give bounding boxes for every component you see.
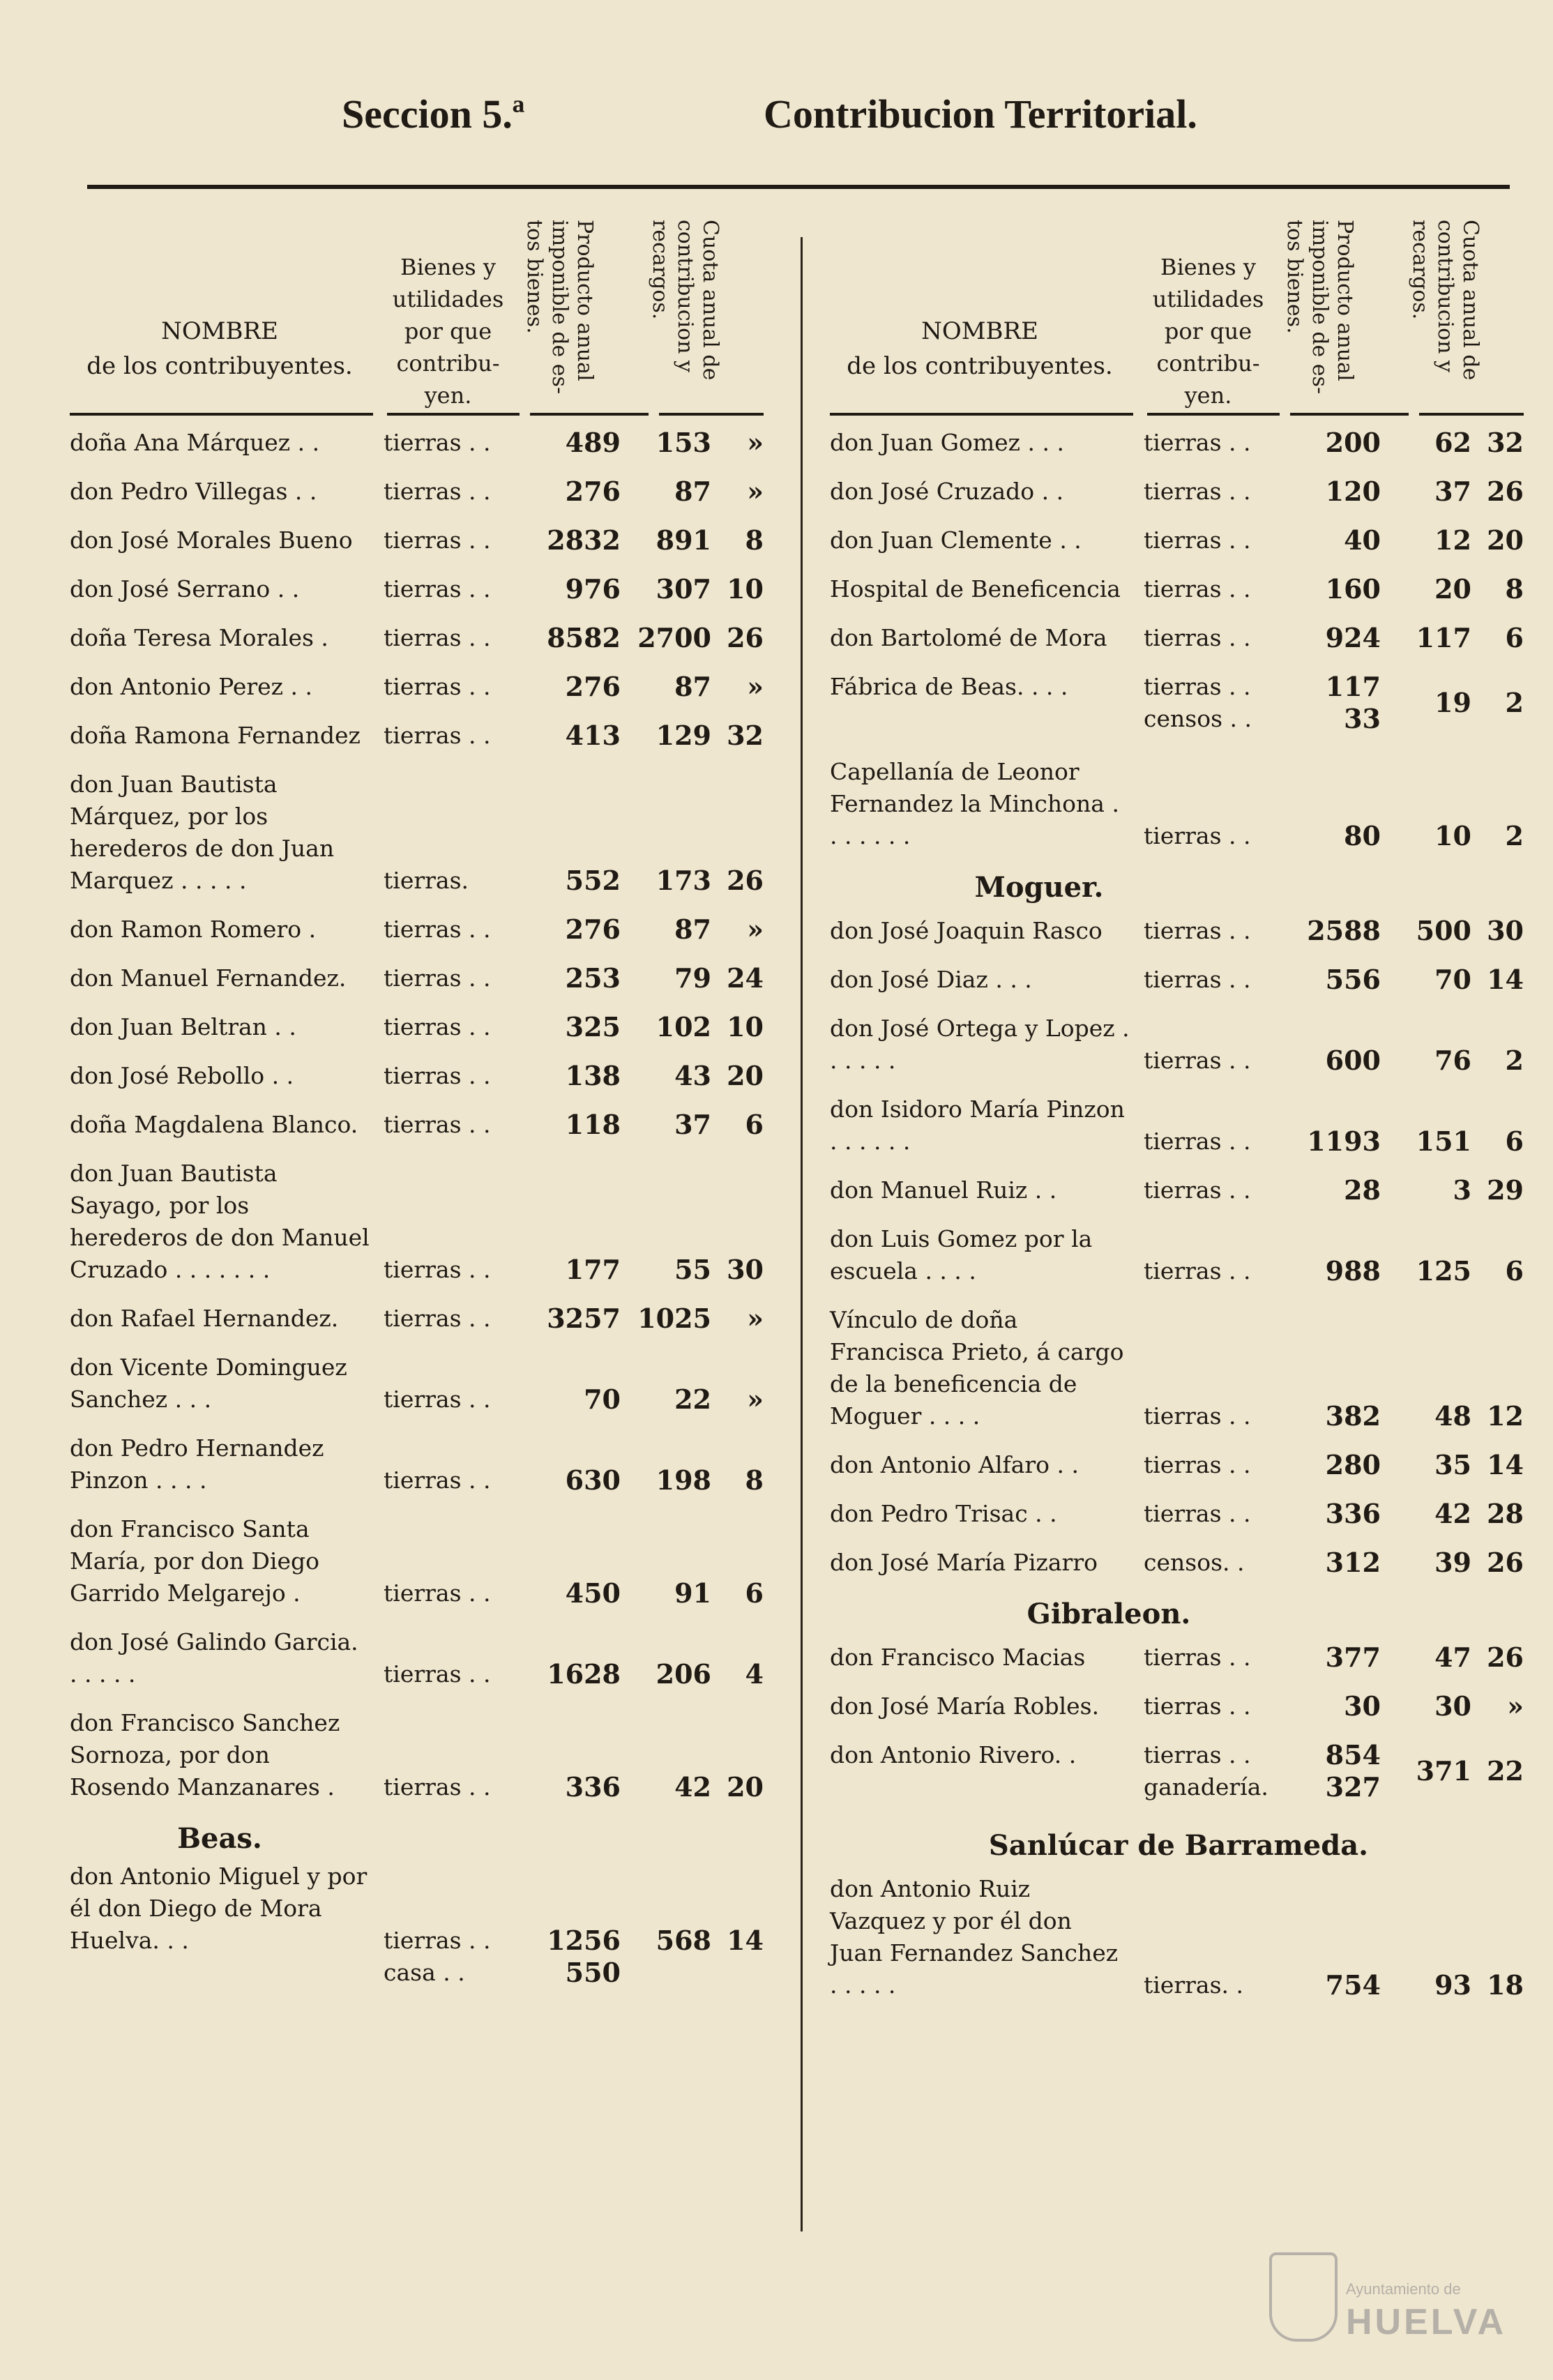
cuota-reales-cell: 39 (1434, 1547, 1471, 1578)
bienes-cell: tierras . . (1144, 917, 1251, 944)
table-row (830, 1642, 1527, 1674)
column-divider (801, 237, 803, 2231)
producto-cell: 1628 (547, 1658, 621, 1690)
producto-cell: 276 (565, 476, 621, 507)
table-row (70, 1351, 767, 1416)
cuota-maravedis-cell: 30 (1487, 915, 1524, 946)
producto-cell: 552 (565, 865, 621, 896)
bienes-cell: tierras . . (384, 722, 491, 749)
right-rows-moguer (830, 915, 1527, 1579)
cuota-maravedis-cell: 29 (1487, 1174, 1524, 1206)
contributor-name: don Ramon Romero . (70, 916, 317, 943)
producto-cell: 556 (1325, 964, 1381, 995)
contributor-name: doña Ana Márquez . . (70, 429, 320, 456)
table-row (70, 524, 767, 556)
cuota-reales-cell: 76 (1434, 1045, 1471, 1076)
cuota-reales-cell: 87 (674, 476, 711, 507)
cuota-maravedis-cell: 8 (1505, 573, 1524, 605)
cuota-reales-cell: 117 (1416, 622, 1471, 653)
contributor-name: don Juan Bautista Sayago, por los herederos de don Manuel Cruzado . . . . . . . (70, 1160, 370, 1283)
contributor-name: doña Teresa Morales . (70, 624, 328, 651)
cuota-maravedis-cell: » (1507, 1690, 1524, 1722)
header-nombre: NOMBRE de los contribuyentes. (847, 317, 1113, 380)
producto-cell: 117 33 (1325, 671, 1381, 734)
header-cuota: Cuota anual de contribucion y recargos. (648, 220, 722, 381)
bienes-cell: tierras . . (1144, 1128, 1251, 1155)
cuota-maravedis-cell: 8 (745, 524, 764, 556)
bienes-cell: tierras. . (1144, 1971, 1243, 1999)
producto-cell: 2832 (547, 524, 621, 556)
bienes-cell: tierras . . (384, 624, 491, 651)
contributor-name: don Francisco Santa María, por don Diego Garrido Melgarejo . (70, 1515, 319, 1607)
bienes-cell: tierras . . (1144, 1500, 1251, 1527)
contributor-name: don Juan Gomez . . . (830, 429, 1065, 456)
logo-line2: HUELVA (1346, 2302, 1507, 2342)
bienes-cell: tierras . . (384, 673, 491, 700)
table-row (830, 1873, 1527, 2001)
producto-cell: 160 (1325, 573, 1381, 605)
cuota-maravedis-cell: 20 (727, 1771, 764, 1803)
bienes-cell: tierras . . (384, 1256, 491, 1283)
bienes-cell: tierras . . (384, 1466, 491, 1494)
cuota-reales-cell: 1025 (637, 1303, 711, 1334)
section-title-beas: Beas. (177, 1822, 262, 1855)
header-underline (530, 413, 649, 416)
producto-cell: 924 (1325, 622, 1381, 653)
header-underline (70, 413, 373, 416)
cuota-reales-cell: 125 (1416, 1255, 1471, 1287)
bienes-cell: tierras . . (384, 1062, 491, 1089)
cuota-maravedis-cell: » (747, 476, 764, 507)
producto-cell: 80 (1344, 820, 1381, 851)
cuota-maravedis-cell: 24 (727, 962, 764, 994)
cuota-reales-cell: 87 (674, 914, 711, 945)
bienes-cell: tierras . . (1144, 1451, 1251, 1478)
table-row (70, 1707, 767, 1803)
bienes-cell: tierras . . (384, 478, 491, 505)
table-row (830, 756, 1527, 852)
bienes-cell: tierras . . (1144, 429, 1251, 456)
bienes-cell: tierras . . (384, 1660, 491, 1688)
cuota-maravedis-cell: 6 (1505, 1125, 1524, 1157)
bienes-cell: tierras . . (1144, 624, 1251, 651)
bienes-cell: tierras . . (1144, 526, 1251, 554)
cuota-maravedis-cell: 26 (1487, 1547, 1524, 1578)
cuota-reales-cell: 55 (674, 1254, 711, 1285)
producto-cell: 200 (1325, 427, 1381, 458)
cuota-maravedis-cell: 10 (727, 573, 764, 605)
producto-cell: 336 (565, 1771, 621, 1803)
header-bienes: Bienes y utilidades por que contribu-yen. (1152, 254, 1264, 409)
producto-cell: 854 327 (1325, 1739, 1381, 1803)
bienes-cell: tierras. (384, 867, 469, 894)
cuota-maravedis-cell: 8 (745, 1464, 764, 1496)
page-title: Contribucion Territorial. (764, 91, 1197, 137)
table-row (70, 1303, 767, 1335)
cuota-maravedis-cell: 26 (727, 865, 764, 896)
cuota-reales-cell: 371 (1416, 1755, 1471, 1787)
producto-cell: 630 (565, 1464, 621, 1496)
producto-cell: 177 (565, 1254, 621, 1285)
left-rows (70, 427, 767, 1803)
contributor-name: doña Magdalena Blanco. (70, 1111, 358, 1138)
cuota-reales-cell: 35 (1434, 1449, 1471, 1480)
table-row (70, 1860, 767, 1988)
contributor-name: don Juan Bautista Márquez, por los herederos de don Juan Marquez . . . . . (70, 771, 335, 894)
header-rule (87, 185, 1510, 189)
bienes-cell: tierras . . (1144, 966, 1251, 993)
table-row (70, 671, 767, 703)
cuota-reales-cell: 153 (656, 427, 711, 458)
contributor-name: don José Morales Bueno (70, 526, 353, 554)
contributor-name: don José María Robles. (830, 1692, 1100, 1720)
bienes-cell: censos. . (1144, 1549, 1245, 1576)
contributor-name: don Pedro Villegas . . (70, 478, 317, 505)
cuota-maravedis-cell: » (747, 1384, 764, 1415)
cuota-maravedis-cell: 2 (1505, 820, 1524, 851)
cuota-maravedis-cell: 6 (1505, 1255, 1524, 1287)
producto-cell: 253 (565, 962, 621, 994)
cuota-reales-cell: 129 (656, 720, 711, 751)
table-row (830, 1498, 1527, 1530)
bienes-cell: tierras . . (1144, 1402, 1251, 1430)
contributor-name: don José Serrano . . (70, 575, 300, 602)
contributor-name: don Bartolomé de Mora (830, 624, 1107, 651)
header-producto: Producto anual imponible de es-tos bienes. (522, 220, 597, 395)
producto-cell: 489 (565, 427, 621, 458)
contributor-name: don Antonio Ruiz Vazquez y por él don Juan Fernandez Sanchez . . . . . (830, 1875, 1119, 1999)
producto-cell: 976 (565, 573, 621, 605)
cuota-maravedis-cell: 10 (727, 1011, 764, 1043)
producto-cell: 325 (565, 1011, 621, 1043)
cuota-maravedis-cell: 28 (1487, 1498, 1524, 1529)
table-row (830, 1449, 1527, 1481)
section-title-sanlucar: Sanlúcar de Barrameda. (988, 1829, 1369, 1862)
cuota-maravedis-cell: » (747, 1303, 764, 1334)
contributor-name: don Antonio Miguel y por él don Diego de Mora Huelva. . . (70, 1863, 368, 1954)
cuota-reales-cell: 206 (656, 1658, 711, 1690)
contributor-name: don José Cruzado . . (830, 478, 1064, 505)
cuota-reales-cell: 102 (656, 1011, 711, 1043)
producto-cell: 377 (1325, 1642, 1381, 1673)
table-row (70, 622, 767, 654)
right-rows-sanlucar (830, 1873, 1527, 2001)
contributor-name: don Francisco Sanchez Sornoza, por don Rosendo Manzanares . (70, 1709, 340, 1801)
producto-cell: 382 (1325, 1400, 1381, 1432)
table-row (70, 1626, 767, 1690)
table-row (70, 1513, 767, 1609)
right-rows-gibraleon (830, 1642, 1527, 1722)
contributor-name: don Manuel Ruiz . . (830, 1176, 1057, 1204)
bienes-cell: tierras . . (384, 526, 491, 554)
cuota-maravedis-cell: 26 (1487, 1642, 1524, 1673)
bienes-cell: tierras . . censos . . (1144, 673, 1252, 732)
contributor-name: don Pedro Trisac . . (830, 1500, 1057, 1527)
producto-cell: 2588 (1307, 915, 1381, 946)
contributor-name: doña Ramona Fernandez (70, 722, 361, 749)
cuota-reales-cell: 91 (674, 1577, 711, 1609)
bienes-cell: tierras . . (384, 575, 491, 602)
contributor-name: Capellanía de Leonor Fernandez la Minchona . . . . . . . (830, 758, 1119, 849)
producto-cell: 312 (1325, 1547, 1381, 1578)
table-row (70, 720, 767, 752)
contributor-name: don Juan Clemente . . (830, 526, 1082, 554)
table-row (830, 1223, 1527, 1287)
producto-cell: 138 (565, 1060, 621, 1091)
table-row (70, 1011, 767, 1043)
contributor-name: don Francisco Macias (830, 1644, 1086, 1671)
contributor-name: don Juan Beltran . . (70, 1013, 296, 1040)
cuota-maravedis-cell: 20 (727, 1060, 764, 1091)
cuota-reales-cell: 42 (1434, 1498, 1471, 1529)
bienes-cell: tierras . . (384, 429, 491, 456)
header-underline (1147, 413, 1280, 416)
table-row (70, 914, 767, 946)
table-row (830, 915, 1527, 947)
cuota-maravedis-cell: 18 (1487, 1969, 1524, 2001)
cuota-reales-cell: 42 (674, 1771, 711, 1803)
bienes-cell: tierras . . (384, 1013, 491, 1040)
cuota-reales-cell: 500 (1416, 915, 1471, 946)
cuota-maravedis-cell: 12 (1487, 1400, 1524, 1432)
producto-cell: 280 (1325, 1449, 1381, 1480)
cuota-reales-cell: 37 (1434, 476, 1471, 507)
cuota-maravedis-cell: 26 (1487, 476, 1524, 507)
contributor-name: don Luis Gomez por la escuela . . . . (830, 1225, 1093, 1284)
producto-cell: 30 (1344, 1690, 1381, 1722)
cuota-reales-cell: 12 (1434, 524, 1471, 556)
contributor-name: don Antonio Rivero. . (830, 1741, 1077, 1768)
table-row (830, 573, 1527, 605)
table-row (70, 1432, 767, 1496)
bienes-cell: tierras . . (1144, 822, 1251, 849)
bienes-cell: tierras . . (1144, 575, 1251, 602)
table-row (830, 1690, 1527, 1722)
contributor-name: don Isidoro María Pinzon . . . . . . (830, 1096, 1125, 1155)
bienes-cell: tierras . . (384, 1386, 491, 1413)
cuota-reales-cell: 19 (1434, 687, 1471, 718)
cuota-reales-cell: 62 (1434, 427, 1471, 458)
table-row (70, 768, 767, 897)
table-row (70, 573, 767, 605)
header-producto: Producto anual imponible de es-tos bienes. (1282, 220, 1357, 395)
bienes-cell: tierras . . ganadería. (1144, 1741, 1268, 1801)
logo-line1: Ayuntamiento de (1346, 2280, 1461, 2298)
cuota-maravedis-cell: 6 (745, 1577, 764, 1609)
header-underline (387, 413, 520, 416)
table-row (830, 1093, 1527, 1158)
cuota-reales-cell: 79 (674, 962, 711, 994)
table-row (830, 524, 1527, 556)
contributor-name: don Rafael Hernandez. (70, 1305, 339, 1332)
producto-cell: 1193 (1307, 1125, 1381, 1157)
contributor-name: don José María Pizarro (830, 1549, 1098, 1576)
cuota-reales-cell: 48 (1434, 1400, 1471, 1432)
cuota-maravedis-cell: » (747, 427, 764, 458)
cuota-reales-cell: 87 (674, 671, 711, 702)
bienes-cell: tierras . . (384, 916, 491, 943)
header-bienes: Bienes y utilidades por que contribu-yen. (392, 254, 504, 409)
table-header-left (70, 209, 767, 418)
bienes-cell: tierras . . (1144, 1176, 1251, 1204)
table-row (830, 1013, 1527, 1077)
contributor-name: don José Diaz . . . (830, 966, 1032, 993)
producto-cell: 28 (1344, 1174, 1381, 1206)
cuota-reales-cell: 2700 (637, 622, 711, 653)
table-row (70, 1109, 767, 1141)
bienes-cell: tierras . . (1144, 478, 1251, 505)
table-row (70, 962, 767, 994)
cuota-reales-cell: 20 (1434, 573, 1471, 605)
table-row (830, 671, 1527, 734)
producto-cell: 276 (565, 914, 621, 945)
producto-cell: 336 (1325, 1498, 1381, 1529)
header-underline (659, 413, 764, 416)
contributor-name: don Manuel Fernandez. (70, 964, 347, 992)
table-row (830, 1547, 1527, 1579)
right-column (830, 209, 1527, 2018)
cuota-maravedis-cell: 6 (1505, 622, 1524, 653)
cuota-reales-cell: 10 (1434, 820, 1471, 851)
right-rows (830, 427, 1527, 654)
contributor-name: Hospital de Beneficencia (830, 575, 1121, 602)
contributor-name: don José Rebollo . . (70, 1062, 294, 1089)
cuota-maravedis-cell: 26 (727, 622, 764, 653)
producto-cell: 413 (565, 720, 621, 751)
table-row (830, 964, 1527, 996)
cuota-reales-cell: 22 (674, 1384, 711, 1415)
cuota-reales-cell: 30 (1434, 1690, 1471, 1722)
cuota-maravedis-cell: 30 (727, 1254, 764, 1285)
bienes-cell: tierras . . (384, 1579, 491, 1607)
bienes-cell: tierras . . (384, 1305, 491, 1332)
table-row (830, 1174, 1527, 1206)
producto-cell: 8582 (547, 622, 621, 653)
header-cuota: Cuota anual de contribucion y recargos. (1408, 220, 1483, 381)
cuota-maravedis-cell: 2 (1505, 1045, 1524, 1076)
contributor-name: don Pedro Hernandez Pinzon . . . . (70, 1434, 324, 1494)
contributor-name: don Vicente Dominguez Sanchez . . . (70, 1354, 347, 1413)
table-row (70, 1158, 767, 1286)
table-row (70, 1060, 767, 1092)
contributor-name: don Antonio Perez . . (70, 673, 313, 700)
producto-cell: 754 (1325, 1969, 1381, 2001)
section-title-gibraleon: Gibraleon. (1027, 1598, 1191, 1630)
cuota-maravedis-cell: 14 (727, 1925, 764, 1956)
bienes-cell: tierras . . (1144, 1692, 1251, 1720)
archive-watermark-logo (1255, 2238, 1534, 2364)
cuota-reales-cell: 93 (1434, 1969, 1471, 2001)
contributor-name: don José Galindo Garcia. . . . . . (70, 1628, 358, 1688)
table-row (70, 427, 767, 459)
contributor-name: don José Joaquin Rasco (830, 917, 1103, 944)
bienes-cell: tierras . . (384, 1111, 491, 1138)
right-rows (830, 756, 1527, 852)
cuota-reales-cell: 151 (1416, 1125, 1471, 1157)
cuota-maravedis-cell: 14 (1487, 964, 1524, 995)
cuota-reales-cell: 568 (656, 1925, 711, 1956)
table-row (830, 622, 1527, 654)
producto-cell: 70 (584, 1384, 621, 1415)
producto-cell: 988 (1325, 1255, 1381, 1287)
bienes-cell: tierras . . casa . . (384, 1927, 491, 1986)
header-underline (830, 413, 1133, 416)
cuota-maravedis-cell: 6 (745, 1109, 764, 1140)
coat-of-arms-icon (1269, 2252, 1338, 2342)
bienes-cell: tierras . . (384, 964, 491, 992)
table-row (830, 476, 1527, 508)
producto-cell: 600 (1325, 1045, 1381, 1076)
cuota-reales-cell: 37 (674, 1109, 711, 1140)
cuota-maravedis-cell: 22 (1487, 1755, 1524, 1787)
cuota-maravedis-cell: » (747, 671, 764, 702)
cuota-reales-cell: 43 (674, 1060, 711, 1091)
table-row (830, 1304, 1527, 1432)
bienes-cell: tierras . . (1144, 1257, 1251, 1284)
cuota-reales-cell: 173 (656, 865, 711, 896)
bienes-cell: tierras . . (1144, 1047, 1251, 1074)
bienes-cell: tierras . . (384, 1773, 491, 1801)
producto-cell: 40 (1344, 524, 1381, 556)
contributor-name: don José Ortega y Lopez . . . . . . (830, 1015, 1130, 1074)
table-row (830, 1739, 1527, 1803)
cuota-maravedis-cell: » (747, 914, 764, 945)
cuota-reales-cell: 307 (656, 573, 711, 605)
left-column (70, 209, 767, 1988)
contributor-name: don Antonio Alfaro . . (830, 1451, 1079, 1478)
producto-cell: 118 (565, 1109, 621, 1140)
cuota-maravedis-cell: 20 (1487, 524, 1524, 556)
contributor-name: Vínculo de doña Francisca Prieto, á cargo de la beneficencia de Moguer . . . . (830, 1306, 1124, 1430)
page-header (0, 91, 1553, 153)
bienes-cell: tierras . . (1144, 1644, 1251, 1671)
header-underline (1290, 413, 1409, 416)
table-row (830, 427, 1527, 459)
producto-cell: 3257 (547, 1303, 621, 1334)
producto-cell: 1256 550 (547, 1925, 621, 1988)
cuota-reales-cell: 3 (1453, 1174, 1471, 1206)
cuota-maravedis-cell: 4 (745, 1658, 764, 1690)
cuota-maravedis-cell: 14 (1487, 1449, 1524, 1480)
producto-cell: 450 (565, 1577, 621, 1609)
cuota-reales-cell: 47 (1434, 1642, 1471, 1673)
table-row (70, 476, 767, 508)
producto-cell: 276 (565, 671, 621, 702)
producto-cell: 120 (1325, 476, 1381, 507)
header-underline (1419, 413, 1524, 416)
section-title-moguer: Moguer. (974, 871, 1104, 904)
cuota-reales-cell: 198 (656, 1464, 711, 1496)
table-header-right (830, 209, 1527, 418)
cuota-reales-cell: 891 (656, 524, 711, 556)
cuota-reales-cell: 70 (1434, 964, 1471, 995)
cuota-maravedis-cell: 2 (1505, 687, 1524, 718)
contributor-name: Fábrica de Beas. . . . (830, 673, 1068, 700)
header-nombre: NOMBRE de los contribuyentes. (86, 317, 353, 380)
cuota-maravedis-cell: 32 (727, 720, 764, 751)
cuota-maravedis-cell: 32 (1487, 427, 1524, 458)
section-heading: Seccion 5.ª (342, 91, 525, 137)
